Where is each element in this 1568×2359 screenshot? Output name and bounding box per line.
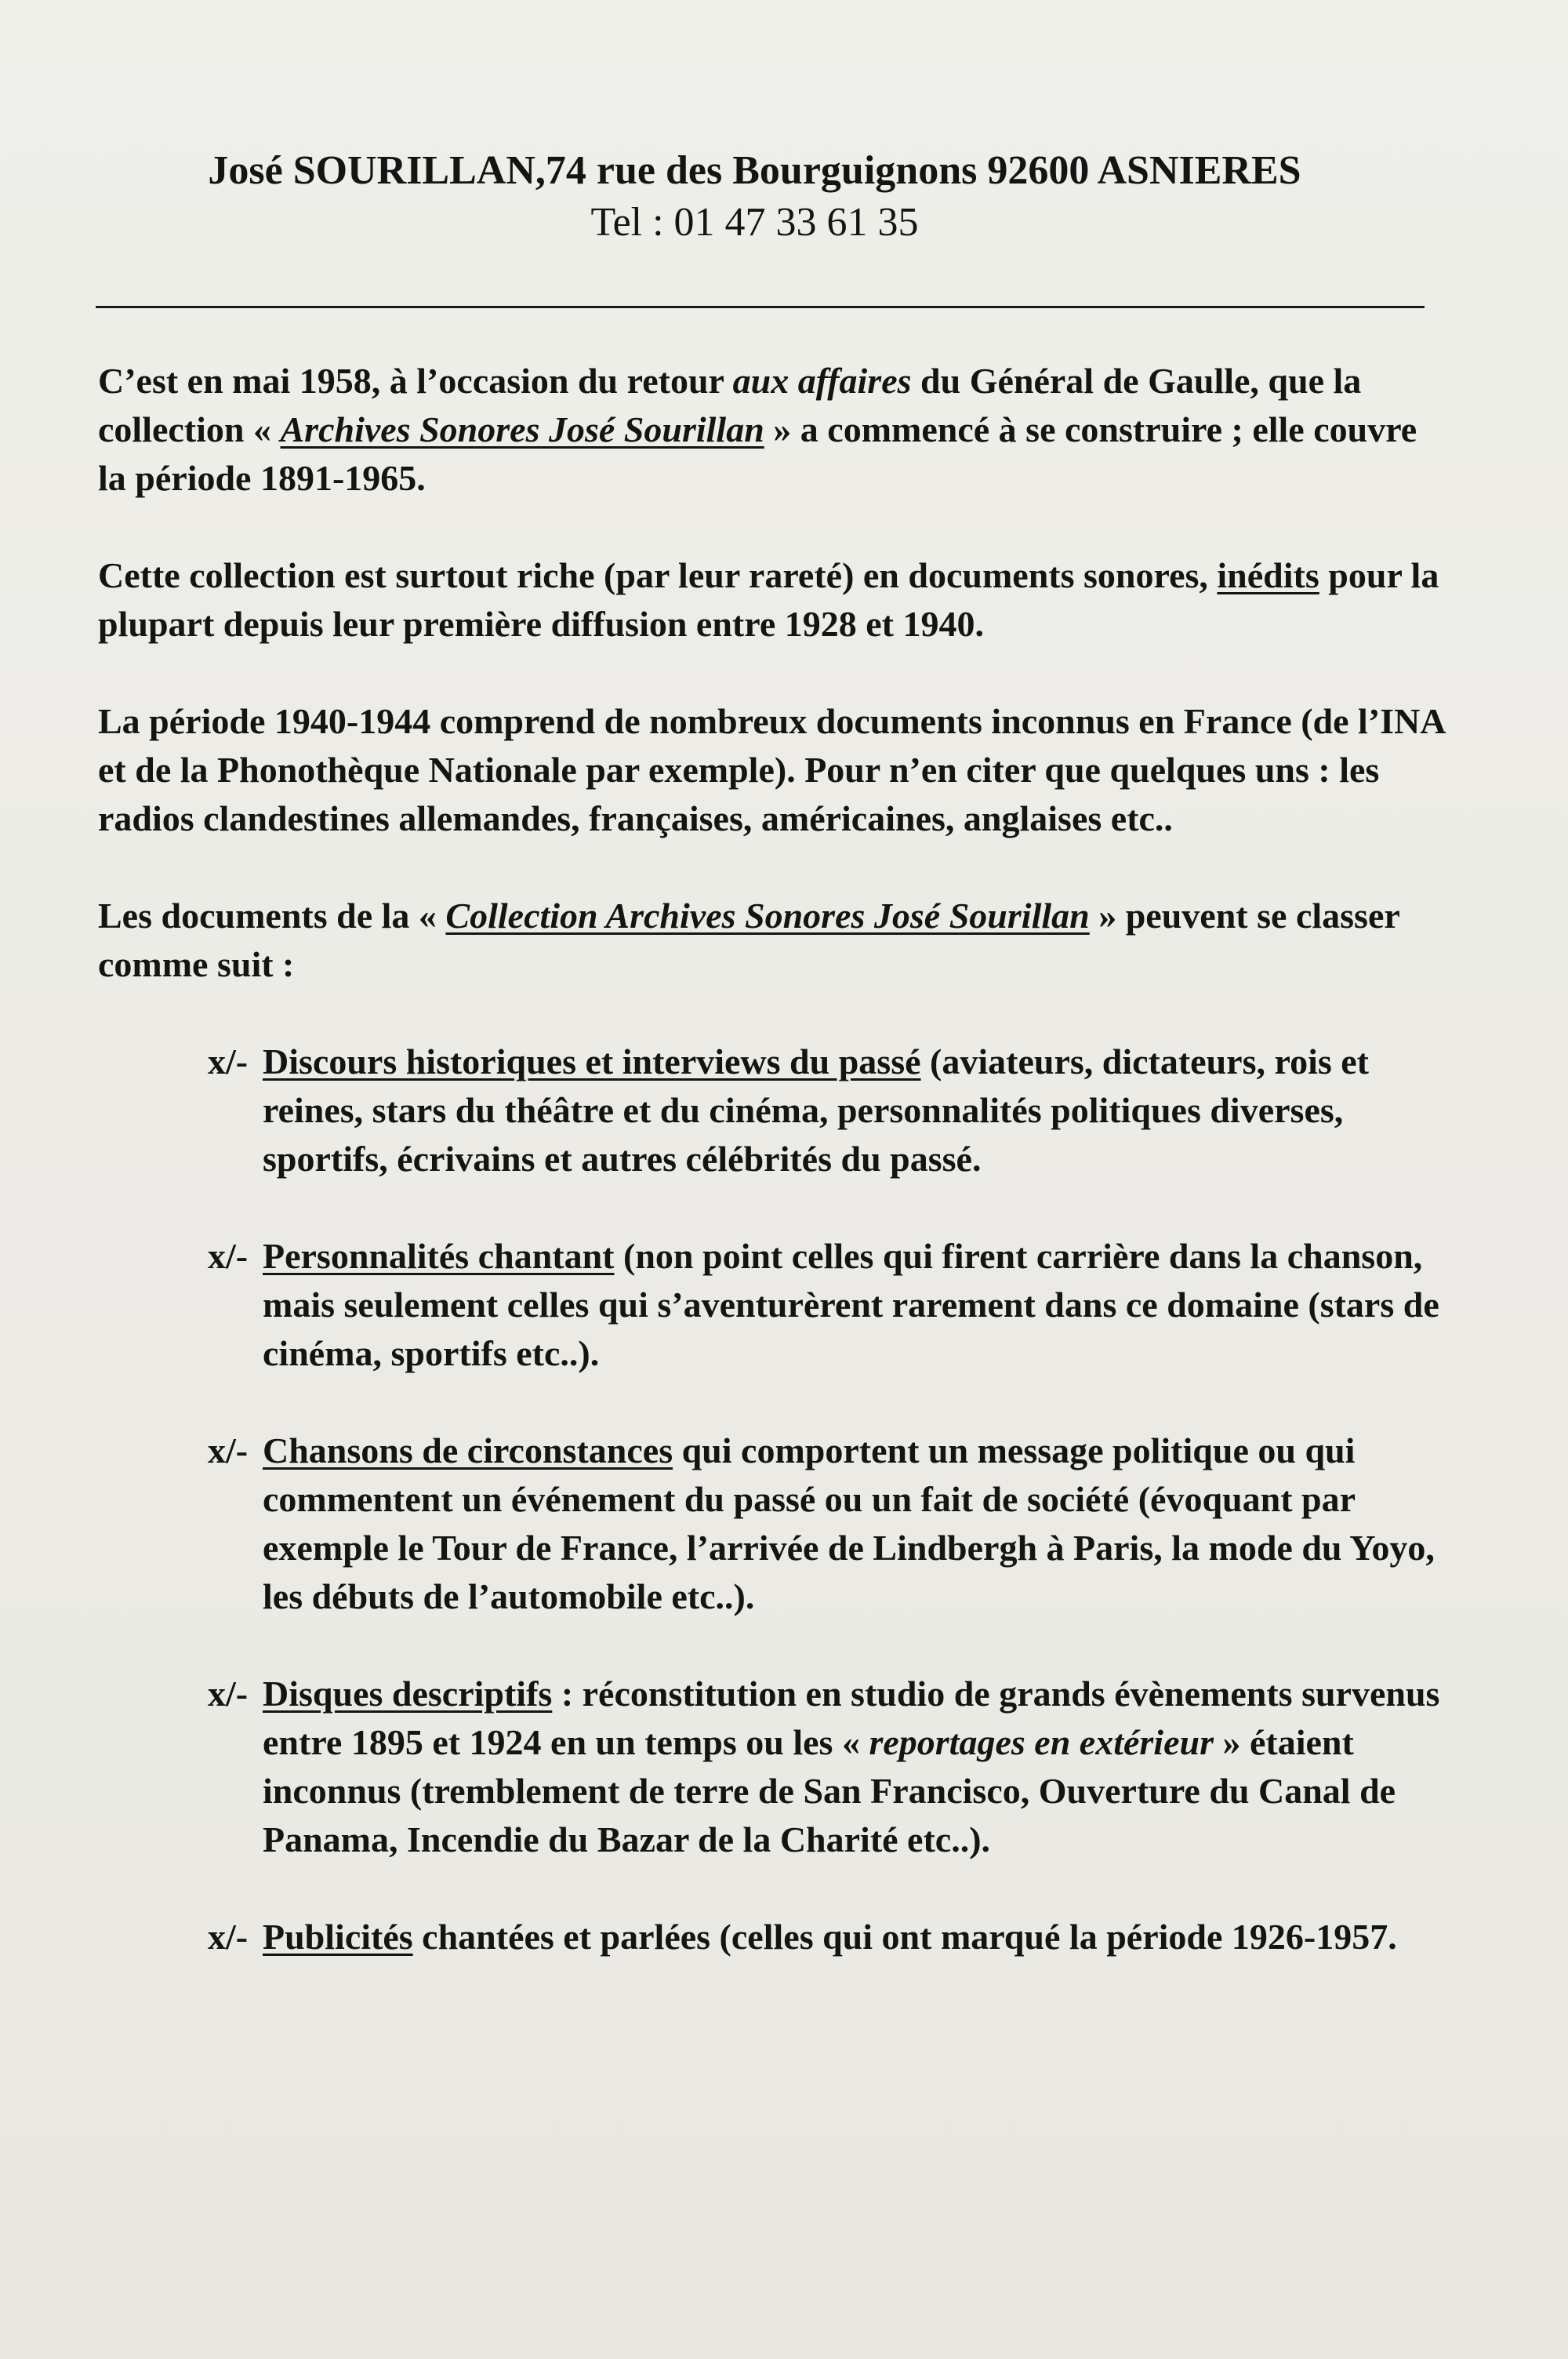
paragraph-origin [98,357,1446,503]
text-run: C’est en mai 1958, à l’occasion du retour [98,361,733,401]
item-title: Chansons de circonstances [263,1430,673,1470]
list-item [208,1038,1454,1183]
text-run: du Général de Gaulle, que la collection « [98,361,1362,449]
list-item [208,1427,1454,1621]
item-title: Personnalités chantant [263,1236,615,1276]
item-text: » étaient inconnus (tremblement de terre de San Francisco, Ouverture du Canal de Panama, Incendie du Bazar de la Charité etc..). [263,1722,1396,1859]
category-list [208,1038,1454,1961]
item-text: qui comportent un message politique ou qui commentent un événement du passé ou un fait de société (évoquant par exemple le Tour de France, l’arrivée de Lindbergh à Paris, la mode du Yoyo, les débuts de l’automobile etc..). [263,1430,1435,1616]
item-title: Disques descriptifs [263,1674,553,1714]
list-item [208,1670,1454,1864]
text-run: Les documents de la « [98,896,446,936]
item-text: (aviateurs, dictateurs, rois et reines, stars du théâtre et du cinéma, personnalités politiques diverses, sportifs, écrivains et autres célébrités du passé. [263,1041,1370,1179]
sender-address: José SOURILLAN,74 rue des Bourguignons 92600 ASNIERES [208,148,1301,193]
item-text: : réconstitution en studio de grands évènements survenus entre 1895 et 1924 en un temps ou les « [263,1674,1440,1762]
paragraph-period: La période 1940-1944 comprend de nombreux documents inconnus en France (de l’INA et de la Phonothèque Nationale par exemple). Pour n’en citer que quelques uns : les radios clandestines allemandes, françaises, américaines, anglaises etc.. [98,701,1444,838]
collection-name: Archives Sonores José Sourillan [280,409,764,449]
text-run: » peuvent se classer comme suit : [98,896,1399,984]
list-item [208,1913,1454,1961]
list-bullet: x/- [208,1430,249,1470]
sender-phone: Tel : 01 47 33 61 35 [590,200,919,245]
paragraph-classification [98,892,1446,989]
item-text-italic: reportages en extérieur [869,1722,1214,1762]
text-run-italic: aux affaires [732,361,912,401]
header-divider [96,306,1425,308]
item-title: Publicités [263,1917,413,1957]
document-body [98,357,1446,2010]
list-bullet: x/- [208,1917,249,1957]
text-run: pour la plupart depuis leur première diffusion entre 1928 et 1940. [98,555,1439,644]
paragraph-richness [98,551,1446,649]
item-text: chantées et parlées (celles qui ont marqué la période 1926-1957. [412,1917,1397,1957]
list-item [208,1232,1454,1378]
item-title: Discours historiques et interviews du passé [263,1041,921,1081]
list-bullet: x/- [208,1236,249,1276]
text-run: Cette collection est surtout riche (par leur rareté) en documents sonores, [98,555,1218,595]
collection-name: Collection Archives Sonores José Sourillan [445,896,1090,936]
list-bullet: x/- [208,1041,249,1081]
text-run-underlined: inédits [1217,555,1319,595]
item-text: (non point celles qui firent carrière dans la chanson, mais seulement celles qui s’aventurèrent rarement dans ce domaine (stars de cinéma, sportifs etc..). [263,1236,1439,1373]
letterhead [98,145,1411,249]
list-bullet: x/- [208,1674,249,1714]
text-run: » a commencé à se construire ; elle couvre la période 1891-1965. [98,409,1417,498]
